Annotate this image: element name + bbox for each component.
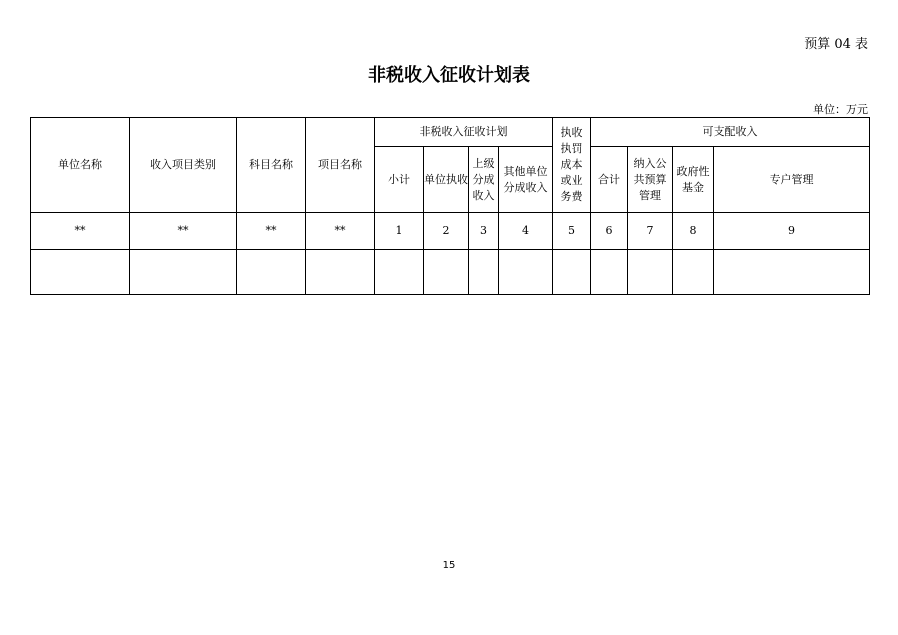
header-collection-plan: 非税收入征收计划 — [375, 118, 553, 147]
index-cell: ** — [306, 213, 375, 250]
header-superior-share: 上级分成收入 — [469, 147, 499, 213]
index-cell: 2 — [424, 213, 469, 250]
data-cell — [130, 250, 237, 295]
header-subject-name: 科目名称 — [237, 118, 306, 213]
data-cell — [553, 250, 591, 295]
header-enforcement-cost: 执收执罚成本或业务费 — [553, 118, 591, 213]
index-cell: ** — [130, 213, 237, 250]
header-other-unit-share: 其他单位分成收入 — [499, 147, 553, 213]
header-total: 合计 — [591, 147, 628, 213]
header-gov-fund: 政府性基金 — [673, 147, 714, 213]
index-cell: 5 — [553, 213, 591, 250]
header-public-budget: 纳入公共预算管理 — [628, 147, 673, 213]
index-cell: 7 — [628, 213, 673, 250]
index-cell: 9 — [714, 213, 870, 250]
data-cell — [628, 250, 673, 295]
index-cell: 8 — [673, 213, 714, 250]
non-tax-income-plan-table — [30, 117, 870, 295]
page-title: 非税收入征收计划表 — [368, 65, 530, 86]
index-cell: 4 — [499, 213, 553, 250]
header-special-account: 专户管理 — [714, 147, 870, 213]
data-cell — [673, 250, 714, 295]
data-cell — [375, 250, 424, 295]
data-cell — [306, 250, 375, 295]
index-row — [31, 213, 870, 250]
index-cell: 3 — [469, 213, 499, 250]
unit-label: 单位：万元 — [813, 103, 868, 116]
header-unit-collection: 单位执收 — [424, 147, 469, 213]
header-project-name: 项目名称 — [306, 118, 375, 213]
header-subtotal: 小计 — [375, 147, 424, 213]
data-cell — [499, 250, 553, 295]
header-income-category: 收入项目类别 — [130, 118, 237, 213]
data-cell — [469, 250, 499, 295]
empty-data-row — [31, 250, 870, 295]
header-disposable-income: 可支配收入 — [591, 118, 870, 147]
data-cell — [591, 250, 628, 295]
data-cell — [237, 250, 306, 295]
data-cell — [31, 250, 130, 295]
header-row-1 — [31, 118, 870, 147]
index-cell: 1 — [375, 213, 424, 250]
index-cell: 6 — [591, 213, 628, 250]
index-cell: ** — [31, 213, 130, 250]
page-number: 15 — [442, 560, 456, 571]
index-cell: ** — [237, 213, 306, 250]
data-cell — [714, 250, 870, 295]
data-cell — [424, 250, 469, 295]
header-unit-name: 单位名称 — [31, 118, 130, 213]
form-number-label: 预算 04 表 — [804, 37, 868, 52]
